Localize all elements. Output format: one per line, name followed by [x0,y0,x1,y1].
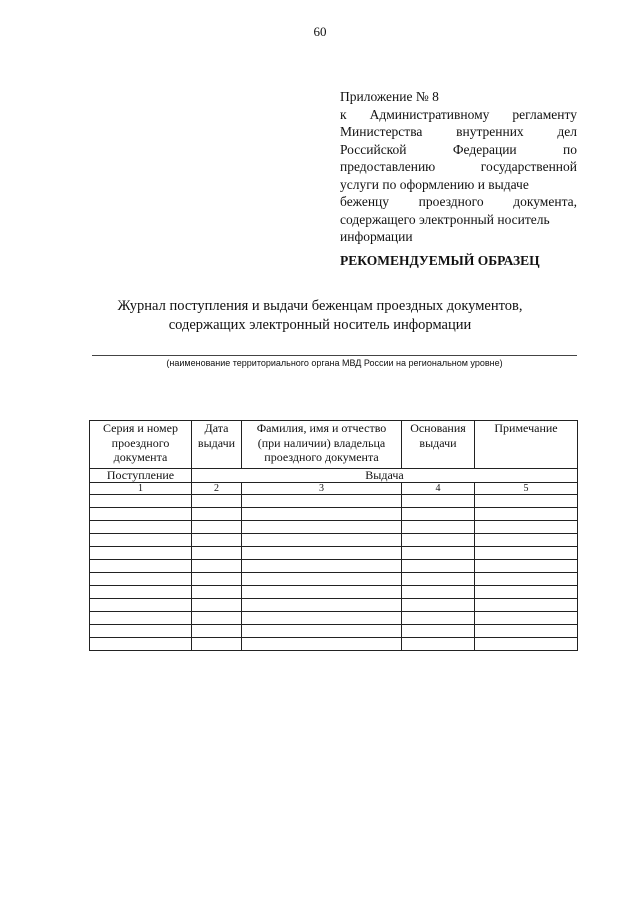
page-number: 60 [313,24,327,39]
table-header-row [90,421,578,469]
table-row [90,638,578,651]
column-number: 2 [192,483,242,495]
table-row [90,547,578,560]
table-cell [402,534,475,547]
table-cell [475,599,578,612]
table-cell [192,560,242,573]
column-numbers-row [90,483,578,495]
table-cell [242,599,402,612]
table-row [90,508,578,521]
table-cell [242,547,402,560]
table-cell [192,495,242,508]
appendix-word: услуги по оформлению и выдаче [340,176,529,192]
table-row [90,625,578,638]
table-cell [242,625,402,638]
table-cell [192,586,242,599]
table-cell [242,612,402,625]
table-row [90,573,578,586]
table-cell [90,534,192,547]
table-cell [402,547,475,560]
appendix-word: дел [557,124,577,139]
table-cell [90,495,192,508]
appendix-word: предоставлению [340,159,436,174]
column-number: 1 [90,483,192,495]
table-cell [402,599,475,612]
table-cell [90,508,192,521]
table-cell [192,638,242,651]
header-issue-date: Дата выдачи [192,421,242,469]
organization-caption: (наименование территориального органа МВД России на региональном уровне) [166,358,503,368]
table-section-row [90,469,578,483]
table-cell [242,521,402,534]
table-cell [192,521,242,534]
table-cell [475,586,578,599]
table-cell [90,586,192,599]
appendix-word: регламенту [512,106,577,122]
appendix-text [340,106,577,246]
header-note: Примечание [475,421,578,469]
journal-table [89,420,578,651]
header-issue-grounds: Основания выдачи [402,421,475,469]
table-cell [90,638,192,651]
header-series-number: Серия и номер проездного документа [90,421,192,469]
table-cell [475,638,578,651]
table-cell [475,534,578,547]
table-cell [242,573,402,586]
table-cell [192,599,242,612]
journal-title-line-2: содержащих электронный носитель информации [168,317,472,333]
table-cell [242,560,402,573]
table-cell [90,521,192,534]
table-cell [242,508,402,521]
appendix-line [340,123,577,141]
table-cell [402,521,475,534]
table-cell [402,625,475,638]
table-cell [242,638,402,651]
table-cell [402,612,475,625]
appendix-word: по [563,141,577,157]
table-cell [242,586,402,599]
appendix-word: Российской [340,141,407,157]
organization-name-field [92,355,577,356]
appendix-line [340,158,577,176]
appendix-word: государственной [480,159,577,174]
journal-title [0,297,640,335]
appendix-word: к [340,106,347,122]
table-cell [475,573,578,586]
table-cell [90,547,192,560]
table-cell [475,547,578,560]
table-cell [242,534,402,547]
table-cell [402,508,475,521]
table-cell [90,573,192,586]
table-cell [192,612,242,625]
table-cell [402,573,475,586]
section-issue: Выдача [192,469,578,483]
appendix-line [340,193,577,211]
appendix-word: внутренних [456,124,524,139]
table-cell [402,495,475,508]
table-row [90,495,578,508]
table-cell [475,508,578,521]
table-row [90,534,578,547]
table-row [90,521,578,534]
section-receipt: Поступление [90,469,192,483]
appendix-word: беженцу [340,194,390,209]
appendix-word: Министерства [340,124,423,139]
table-cell [475,521,578,534]
table-cell [475,625,578,638]
appendix-word: документа, [513,194,577,209]
appendix-word: Федерации [452,141,517,157]
table-cell [192,625,242,638]
table-cell [475,612,578,625]
table-cell [192,547,242,560]
appendix-line [340,228,577,246]
table-cell [475,560,578,573]
table-row [90,612,578,625]
appendix-block [340,88,577,246]
table-cell [402,586,475,599]
appendix-line [340,141,577,159]
column-number: 4 [402,483,475,495]
appendix-word: содержащего электронный носитель [340,211,550,227]
appendix-title: Приложение № 8 [340,89,439,104]
column-number: 5 [475,483,578,495]
table-cell [90,599,192,612]
table-cell [90,625,192,638]
table-row [90,560,578,573]
table-cell [402,560,475,573]
column-number: 3 [242,483,402,495]
appendix-word: проездного [418,194,484,209]
appendix-line [340,211,577,229]
table-cell [402,638,475,651]
table-cell [90,612,192,625]
appendix-word: Административному [369,106,490,122]
appendix-word: информации [340,229,413,244]
table-cell [192,534,242,547]
appendix-line [340,176,577,194]
table-cell [242,495,402,508]
table-row [90,586,578,599]
table-cell [475,495,578,508]
table-cell [192,508,242,521]
header-owner-name: Фамилия, имя и отчество (при наличии) владельца проездного документа [242,421,402,469]
journal-title-line-1: Журнал поступления и выдачи беженцам проездных документов, [117,298,523,314]
appendix-line [340,106,577,124]
table-row [90,599,578,612]
table-cell [192,573,242,586]
table-cell [90,560,192,573]
recommended-sample-label: РЕКОМЕНДУЕМЫЙ ОБРАЗЕЦ [340,253,540,268]
